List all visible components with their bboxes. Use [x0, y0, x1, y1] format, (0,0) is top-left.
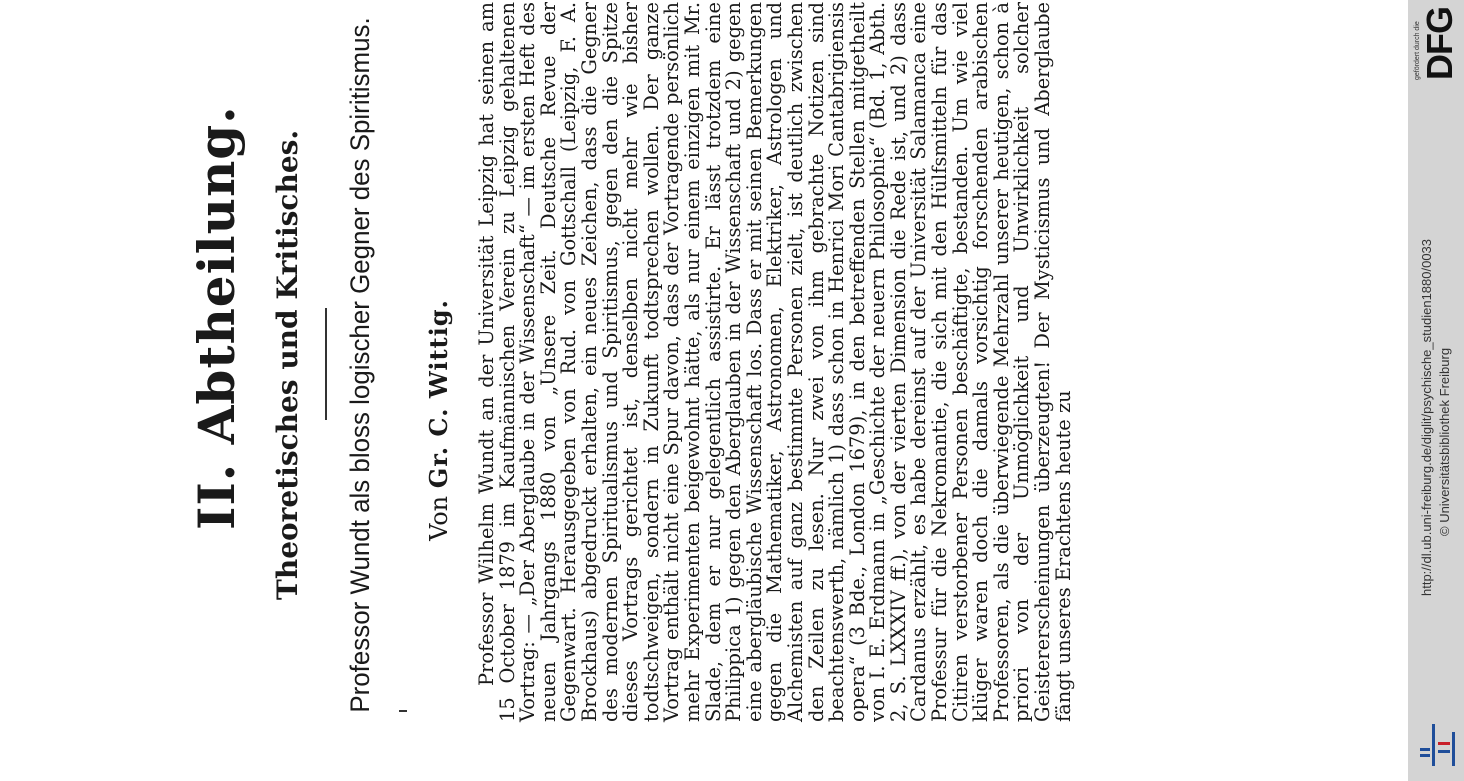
- author-line: [425, 140, 453, 700]
- author-name: Gr. C. Wittig.: [424, 299, 453, 489]
- sidebar-credits: [1418, 156, 1458, 596]
- ub-freiburg-logo-icon: [1418, 720, 1460, 770]
- dfg-funding-badge: [1414, 0, 1464, 80]
- funding-caption: gefördert durch die: [1414, 21, 1421, 80]
- divider-rule: [325, 308, 327, 420]
- author-prefix: Von: [425, 495, 453, 541]
- ub-freiburg-logo-graphic: [1418, 720, 1460, 770]
- body-paragraph: Professor Wilhelm Wundt an der Universität Leipzig hat seinen am 15 October 1879 im Kaufmännischen Verein zu Leipzig gehaltenen Vortrag: — „Der Aberglaube in der Wissenschaft“ — im ersten Heft des neuen Jahrgangs 1880 von „Unsere Zeit. Deutsche Revue der Gegenwart. Herausgegeben von Rud. von Gottschall (Leipzig, F. A. Brockhaus) abgedruckt erhalten, ein neues Zeichen, dass die Gegner des modernen Spiritualismus und Spiritismus, gegen den die Spitze dieses Vortrags gerichtet ist, denselben nicht mehr wie bisher todtschweigen, sondern in Zukunft todtsprechen wollen. Der ganze Vortrag enthält nicht eine Spur davon, dass der Vortragende persönlich mehr Experimenten beigewohnt hätte, als nur einem einzigen mit Mr. Slade, dem er nur gelegentlich assistirte. Er lässt trotzdem eine Philippica 1) gegen den Aberglauben in der Wissenschaft und 2) gegen eine abergläubische Wissenschaft los. Dass er mit seinen Bemerkungen gegen die Mathematiker, Astronomen, Elektriker, Astrologen und Alchemisten auf ganz bestimmte Personen zielt, ist deutlich zwischen den Zeilen zu lesen. Nur zwei von ihm gebrachte Notizen sind beachtenswerth, nämlich 1) dass schon in Henrici Mori Cantabrigiensis opera“ (3 Bde., London 1679), in den betreffenden Stellen mitgetheilt von I. E. Erdmann in „Geschichte der neuern Philosophie“ (Bd. 1, Abth. 2, S. LXXXIV ff.), von der vierten Dimension die Rede ist, und 2) dass Cardanus erzählt, es habe dereinst auf der Universität Salamanca eine Professur für die Nekromantie, die sich mit den Hülfsmitteln für das Citiren verstorbener Personen beschäftigte, bestanden. Um wie viel klüger waren doch die damals vorsichtig forschenden arabischen Professoren, als die überwiegende Mehrzahl unserer heutigen, schon à priori von der Unmöglichkeit und Unwirklichkeit solcher Geistererscheinungen überzeugten! Der Mysticismus und Aberglaube fängt unseres Erachtens heute zu: [475, 2, 1075, 722]
- dfg-logo-text: DFG: [1419, 7, 1460, 80]
- margin-mark: [399, 710, 407, 712]
- article-body: [477, 2, 1074, 722]
- rotated-page-content: [185, 0, 1325, 740]
- article-title: Professor Wundt als bloss logischer Gegner des Spiritismus.: [345, 17, 375, 713]
- source-url[interactable]: http://dl.ub.uni-freiburg.de/diglit/psychische_studien1880/0033: [1419, 238, 1434, 596]
- section-subheading: Theoretisches und Kritisches.: [271, 129, 304, 600]
- section-heading: II. Abtheilung.: [187, 105, 246, 530]
- copyright-note: © Universitätsbibliothek Freiburg: [1437, 347, 1452, 536]
